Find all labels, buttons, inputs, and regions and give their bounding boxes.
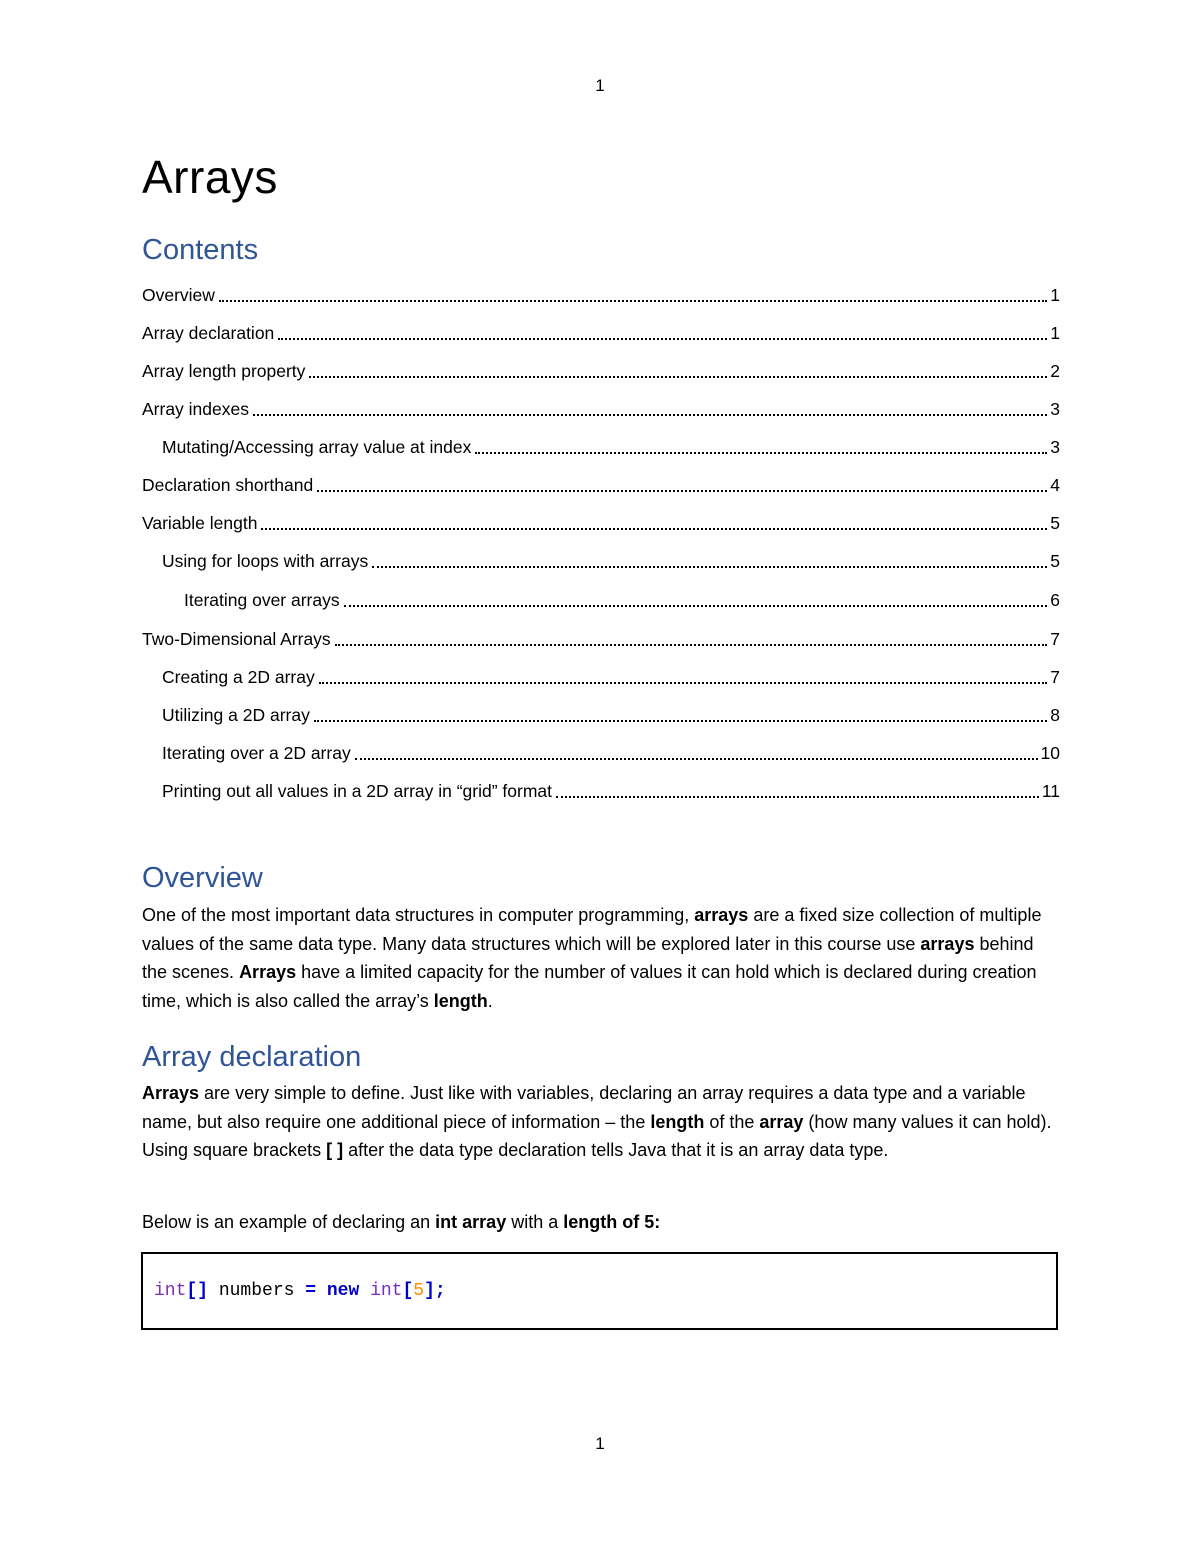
code-operator: =: [305, 1281, 317, 1301]
array-declaration-paragraph: [142, 1079, 1062, 1165]
toc-leader: [475, 452, 1047, 454]
text-run: of the: [704, 1111, 760, 1132]
toc-leader: [344, 605, 1047, 607]
bold-term: Arrays: [239, 962, 297, 982]
bold-term: Arrays: [142, 1083, 200, 1103]
toc-entry-label: Array indexes: [142, 398, 249, 419]
bold-term: [ ]: [326, 1140, 344, 1160]
bold-term: array: [759, 1111, 804, 1132]
toc-entry-utilizing-2d-array[interactable]: [142, 696, 1060, 734]
toc-leader: [219, 300, 1047, 302]
bold-term: length: [433, 990, 488, 1011]
toc-entry-label: Variable length: [142, 512, 258, 533]
toc-entry-label: Mutating/Accessing array value at index: [162, 436, 472, 457]
code-new-keyword: new: [326, 1281, 360, 1301]
toc-leader: [314, 720, 1047, 722]
bold-term: arrays: [694, 905, 749, 925]
code-block: [141, 1252, 1058, 1330]
array-declaration-heading: Array declaration: [142, 1041, 362, 1073]
toc-leader: [372, 566, 1047, 568]
toc-leader: [355, 758, 1038, 760]
toc-entry-page: 5: [1050, 550, 1060, 571]
toc-leader: [261, 528, 1047, 530]
toc-entry-page: 4: [1050, 474, 1060, 495]
text-run: after the data type declaration tells Java that it is an array data type.: [343, 1140, 889, 1160]
toc-entry-page: 1: [1050, 284, 1060, 305]
toc-entry-page: 7: [1050, 666, 1060, 687]
toc-entry-array-indexes[interactable]: [142, 390, 1060, 428]
toc-entry-declaration-shorthand[interactable]: [142, 466, 1060, 504]
toc-entry-array-declaration[interactable]: [142, 314, 1060, 352]
toc-entry-page: 5: [1050, 512, 1060, 533]
toc-entry-page: 1: [1050, 322, 1060, 343]
toc-entry-page: 3: [1050, 398, 1060, 419]
toc-entry-iterating-over-arrays[interactable]: [142, 580, 1060, 620]
toc-leader: [278, 338, 1047, 340]
toc-entry-label: Array declaration: [142, 322, 275, 343]
code-number: 5: [413, 1281, 425, 1301]
toc-entry-label: Declaration shorthand: [142, 474, 314, 495]
example-intro-paragraph: [142, 1208, 1062, 1237]
text-run: with a: [506, 1212, 564, 1232]
toc-entry-label: Iterating over a 2D array: [162, 742, 351, 763]
text-run: are very simple to define. Just like with variables, declaring an array requires a data type and a variable name, but also require one additional piece of information – the: [142, 1083, 1026, 1132]
toc-entry-variable-length[interactable]: [142, 504, 1060, 542]
toc-leader: [309, 376, 1047, 378]
toc-leader: [319, 682, 1047, 684]
text-run: .: [487, 990, 493, 1011]
code-type-keyword: int: [154, 1281, 187, 1301]
toc-leader: [317, 490, 1047, 492]
document-title: Arrays: [142, 151, 278, 203]
toc-entry-label: Two-Dimensional Arrays: [142, 628, 331, 649]
toc-entry-label: Array length property: [142, 360, 306, 381]
text-run: (how many values it can hold). Using square brackets: [142, 1111, 1052, 1160]
toc-entry-iterating-2d-array[interactable]: [142, 734, 1060, 772]
toc-entry-overview[interactable]: [142, 276, 1060, 314]
bold-term: length: [650, 1111, 705, 1132]
toc-leader: [253, 414, 1047, 416]
toc-entry-page: 10: [1040, 742, 1060, 763]
toc-entry-two-dimensional-arrays[interactable]: [142, 620, 1060, 658]
toc-entry-page: 3: [1050, 436, 1060, 457]
toc-entry-page: 8: [1050, 704, 1060, 725]
code-type-keyword: int: [370, 1281, 403, 1301]
toc-entry-label: Creating a 2D array: [162, 666, 315, 687]
toc-leader: [335, 644, 1047, 646]
toc-entry-page: 6: [1050, 589, 1060, 610]
toc-entry-page: 7: [1050, 628, 1060, 649]
toc-leader: [556, 796, 1039, 798]
toc-entry-printing-grid-format[interactable]: [142, 772, 1060, 810]
text-run: Below is an example of declaring an: [142, 1212, 436, 1232]
code-bracket-open: [: [402, 1281, 414, 1301]
toc-heading: Contents: [142, 234, 259, 266]
bold-term: int array: [435, 1212, 507, 1232]
toc-entry-label: Printing out all values in a 2D array in “grid” format: [162, 780, 553, 801]
text-run: have a limited capacity for the number of values it can hold which is declared during creation time, which is also called the array’s: [142, 962, 1037, 1011]
toc-entry-mutating-accessing[interactable]: [142, 428, 1060, 466]
toc-entry-creating-2d-array[interactable]: [142, 658, 1060, 696]
text-run: behind the scenes.: [142, 933, 1034, 982]
toc-entry-using-for-loops[interactable]: [142, 542, 1060, 580]
text-run: are a fixed size collection of multiple values of the same data type. Many data structures which will be explored later in this course use: [142, 905, 1042, 954]
toc-entry-array-length-property[interactable]: [142, 352, 1060, 390]
overview-heading: Overview: [142, 862, 263, 894]
toc-entry-label: Using for loops with arrays: [162, 550, 369, 571]
toc-entry-label: Overview: [142, 284, 215, 305]
code-bracket-close: ];: [424, 1281, 446, 1301]
code-identifier: numbers: [208, 1281, 306, 1301]
text-run: One of the most important data structures in computer programming,: [142, 905, 695, 925]
page-number-bottom: 1: [595, 1434, 605, 1453]
code-line: [154, 1281, 446, 1301]
bold-term: of 5:: [617, 1212, 661, 1232]
toc-entry-label: Utilizing a 2D array: [162, 704, 310, 725]
overview-paragraph: [142, 901, 1062, 1015]
page-number-top: 1: [595, 76, 605, 95]
code-brackets: []: [186, 1281, 209, 1301]
bold-term: length: [563, 1212, 618, 1232]
bold-term: arrays: [920, 933, 975, 954]
toc-entry-label: Iterating over arrays: [184, 589, 340, 610]
table-of-contents: [142, 276, 1060, 810]
toc-entry-page: 11: [1041, 780, 1060, 801]
toc-entry-page: 2: [1050, 360, 1060, 381]
